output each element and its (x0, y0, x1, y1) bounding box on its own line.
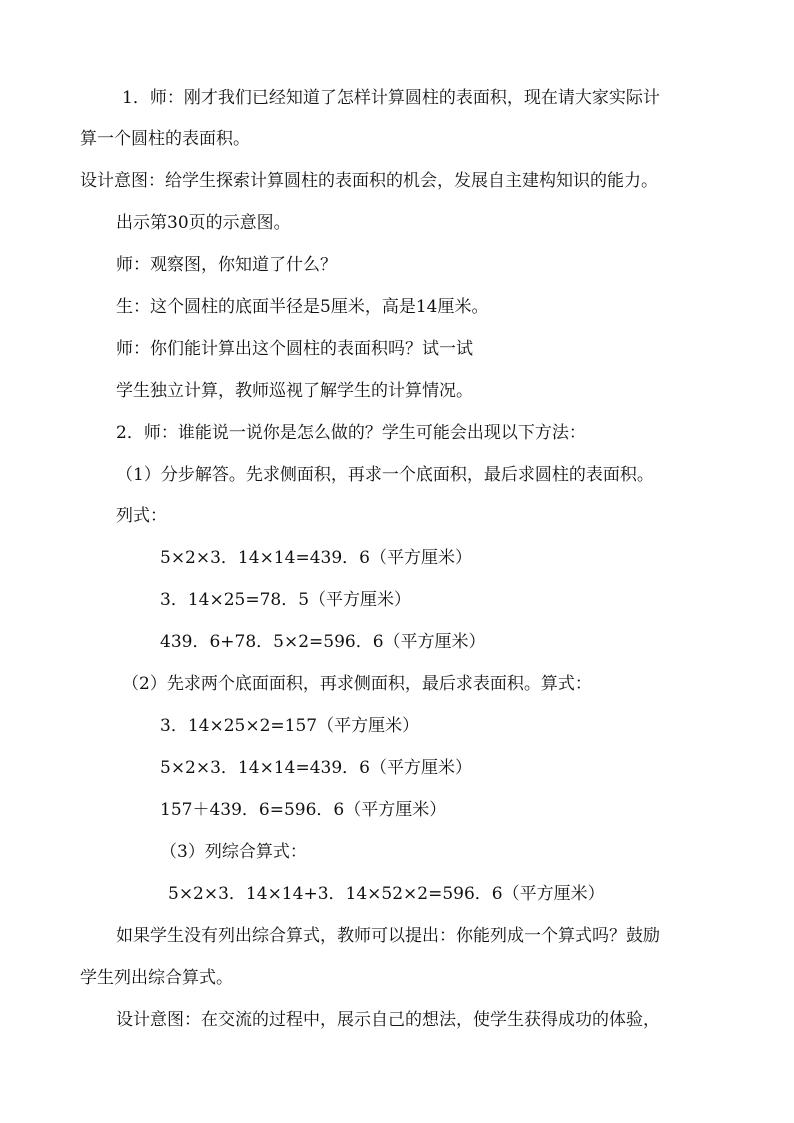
line-step2-question: 2．师：谁能说一说你是怎么做的？学生可能会出现以下方法： (116, 423, 586, 443)
line-formula-3: 5×2×3．14×14+3．14×52×2=596．6（平方厘米） (168, 884, 605, 904)
line-design-intent-1: 设计意图：给学生探索计算圆柱的表面积的机会，发展自主建构知识的能力。 (80, 171, 658, 191)
line-teacher-ask: 师：你们能计算出这个圆柱的表面积吗？试一试 (116, 339, 473, 359)
line-formula-2b: 5×2×3．14×14=439．6（平方厘米） (160, 758, 472, 778)
line-formula-1b: 3．14×25=78．5（平方厘米） (160, 590, 412, 610)
line-step1-question-cont: 算一个圆柱的表面积。 (80, 129, 250, 149)
line-formula-1c: 439．6+78．5×2=596．6（平方厘米） (160, 632, 486, 652)
line-teacher-observe: 师：观察图，你知道了什么？ (116, 255, 337, 275)
line-formula-label: 列式： (116, 506, 167, 526)
line-show-diagram: 出示第30页的示意图。 (116, 213, 291, 233)
line-step1-question: 1．师：刚才我们已经知道了怎样计算圆柱的表面积，现在请大家实际计 (122, 88, 660, 108)
line-teacher-prompt-cont: 学生列出综合算式。 (80, 968, 233, 988)
line-teacher-prompt: 如果学生没有列出综合算式，教师可以提出：你能列成一个算式吗？鼓励 (116, 926, 660, 946)
line-student-answer: 生：这个圆柱的底面半径是5厘米，高是14厘米。 (116, 297, 489, 317)
line-formula-2c: 157＋439．6=596．6（平方厘米） (160, 800, 447, 820)
line-formula-2a: 3．14×25×2=157（平方厘米） (160, 716, 420, 736)
line-method-2: （2）先求两个底面面积，再求侧面积，最后求表面积。算式： (122, 674, 592, 694)
line-design-intent-2: 设计意图：在交流的过程中，展示自己的想法，使学生获得成功的体验， (116, 1010, 660, 1030)
line-method-3: （3）列综合算式： (160, 842, 307, 862)
line-method-1: （1）分步解答。先求侧面积，再求一个底面积，最后求圆柱的表面积。 (116, 465, 654, 485)
line-students-calculate: 学生独立计算，教师巡视了解学生的计算情况。 (116, 381, 473, 401)
line-formula-1a: 5×2×3．14×14=439．6（平方厘米） (160, 548, 472, 568)
